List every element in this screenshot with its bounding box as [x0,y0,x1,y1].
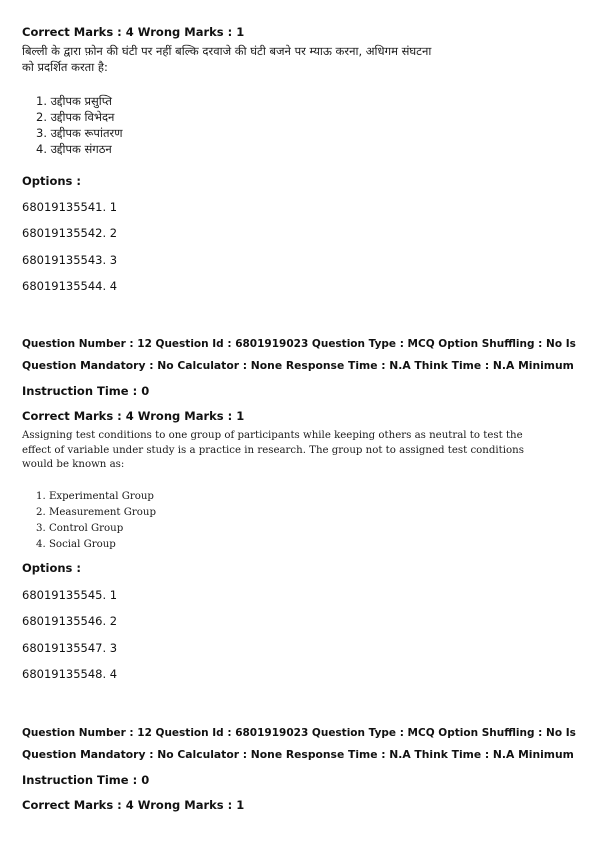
answer-choice: 3. उद्दीपक रूपांतरण [36,126,123,140]
question-header-line: Question Mandatory : No Calculator : None Response Time : N.A Think Time : N.A Minimum [22,748,574,761]
answer-choice: 4. उद्दीपक संगठन [36,142,112,156]
answer-choices [22,93,577,157]
question-header-line: Question Number : 12 Question Id : 6801919023 Question Type : MCQ Option Shuffling : No Is [22,727,576,739]
question-header-line: Question Number : 12 Question Id : 6801919023 Question Type : MCQ Option Shuffling : No Is [22,338,576,350]
answer-choice: 2. उद्दीपक विभेदन [36,110,115,124]
option-row: 68019135544. 4 [22,279,118,293]
option-row: 68019135546. 2 [22,614,118,628]
answer-choices [22,489,577,553]
question-text [22,43,577,75]
question-text-line: बिल्ली के द्वारा फ़ोन की घंटी पर नहीं बल्कि दरवाजे की घंटी बजने पर म्याऊ करना, अधिगम संघटना [22,44,432,58]
answer-choice: 4. Social Group [36,539,116,550]
marks-line: Correct Marks : 4 Wrong Marks : 1 [22,409,245,423]
option-row: 68019135547. 3 [22,641,118,655]
option-row: 68019135543. 3 [22,253,118,267]
option-row: 68019135542. 2 [22,226,118,240]
answer-choice: 2. Measurement Group [36,507,156,518]
question-text-line: को प्रदर्शित करता है: [22,60,108,74]
answer-choice: 1. उद्दीपक प्रसुप्ति [36,94,112,108]
question-header-line: Instruction Time : 0 [22,384,150,398]
question-header-line: Question Mandatory : No Calculator : None Response Time : N.A Think Time : N.A Minimum [22,359,574,372]
options-label: Options : [22,561,81,575]
option-row: 68019135545. 1 [22,588,118,602]
question-text-line: effect of variable under study is a practice in research. The group not to assigned test conditions [22,444,524,456]
question-text-line: would be known as: [22,459,125,470]
option-row: 68019135541. 1 [22,200,118,214]
option-row: 68019135548. 4 [22,667,118,681]
options-label: Options : [22,174,81,188]
marks-line: Correct Marks : 4 Wrong Marks : 1 [22,798,245,812]
question-header-line: Instruction Time : 0 [22,773,150,787]
answer-choice: 1. Experimental Group [36,491,154,502]
question-text-line: Assigning test conditions to one group of participants while keeping others as neutral to test the [22,430,523,441]
marks-line: Correct Marks : 4 Wrong Marks : 1 [22,25,245,39]
answer-choice: 3. Control Group [36,523,124,534]
question-text [22,429,577,473]
